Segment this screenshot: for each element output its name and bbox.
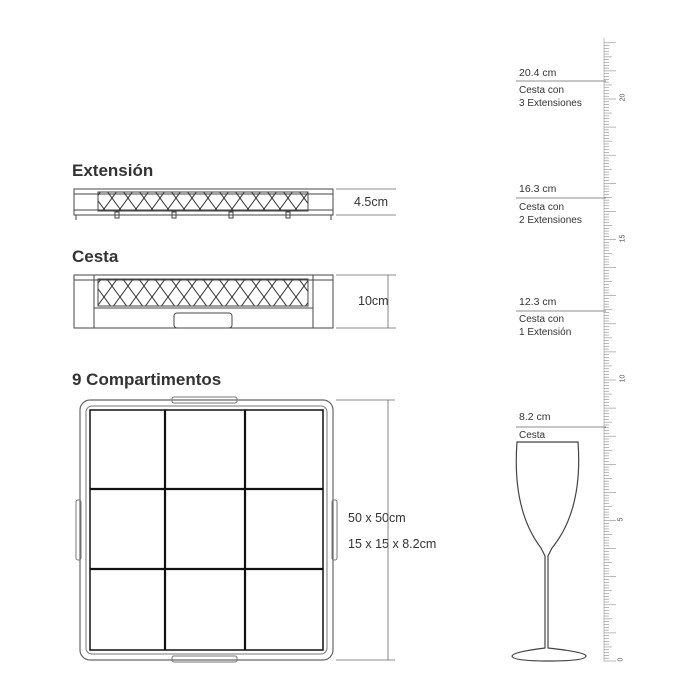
height-mark-lines (516, 81, 606, 427)
basket-dimension-line (336, 275, 396, 328)
height-mark-value: 20.4 cm (519, 67, 557, 79)
height-mark-value: 16.3 cm (519, 183, 557, 195)
extension-height-label: 4.5cm (354, 195, 389, 209)
basket-top-view (76, 397, 337, 662)
basket-size-label: 50 x 50cm (348, 511, 406, 525)
height-mark-line1: Cesta con (519, 85, 565, 96)
ruler-label: 20 (619, 93, 627, 102)
extension-dimension-line (336, 189, 396, 215)
ruler-label: 5 (617, 517, 625, 521)
ruler-label: 15 (619, 234, 627, 242)
basket-height-label: 10cm (358, 294, 389, 308)
extension-profile (74, 189, 333, 220)
height-mark-line1: Cesta con (519, 202, 565, 213)
height-mark-line2: 3 Extensiones (519, 98, 582, 109)
compartments-title: 9 Compartimentos (72, 370, 222, 389)
cell-size-label: 15 x 15 x 8.2cm (348, 537, 437, 551)
wine-glass-icon (512, 442, 586, 661)
ruler (604, 38, 616, 661)
ruler-label: 10 (619, 374, 627, 383)
height-mark-line2: 2 Extensiones (519, 215, 582, 226)
height-mark-line1: Cesta (519, 430, 546, 441)
extension-title: Extensión (72, 161, 154, 180)
ruler-label: 0 (617, 657, 625, 662)
basket-title: Cesta (72, 247, 119, 266)
height-mark-value: 8.2 cm (519, 411, 551, 423)
height-mark-value: 12.3 cm (519, 296, 557, 308)
basket-size-dimension-line (336, 400, 395, 660)
height-mark-line2: 1 Extensión (519, 327, 572, 338)
basket-profile (74, 275, 333, 328)
height-mark-line1: Cesta con (519, 314, 565, 325)
